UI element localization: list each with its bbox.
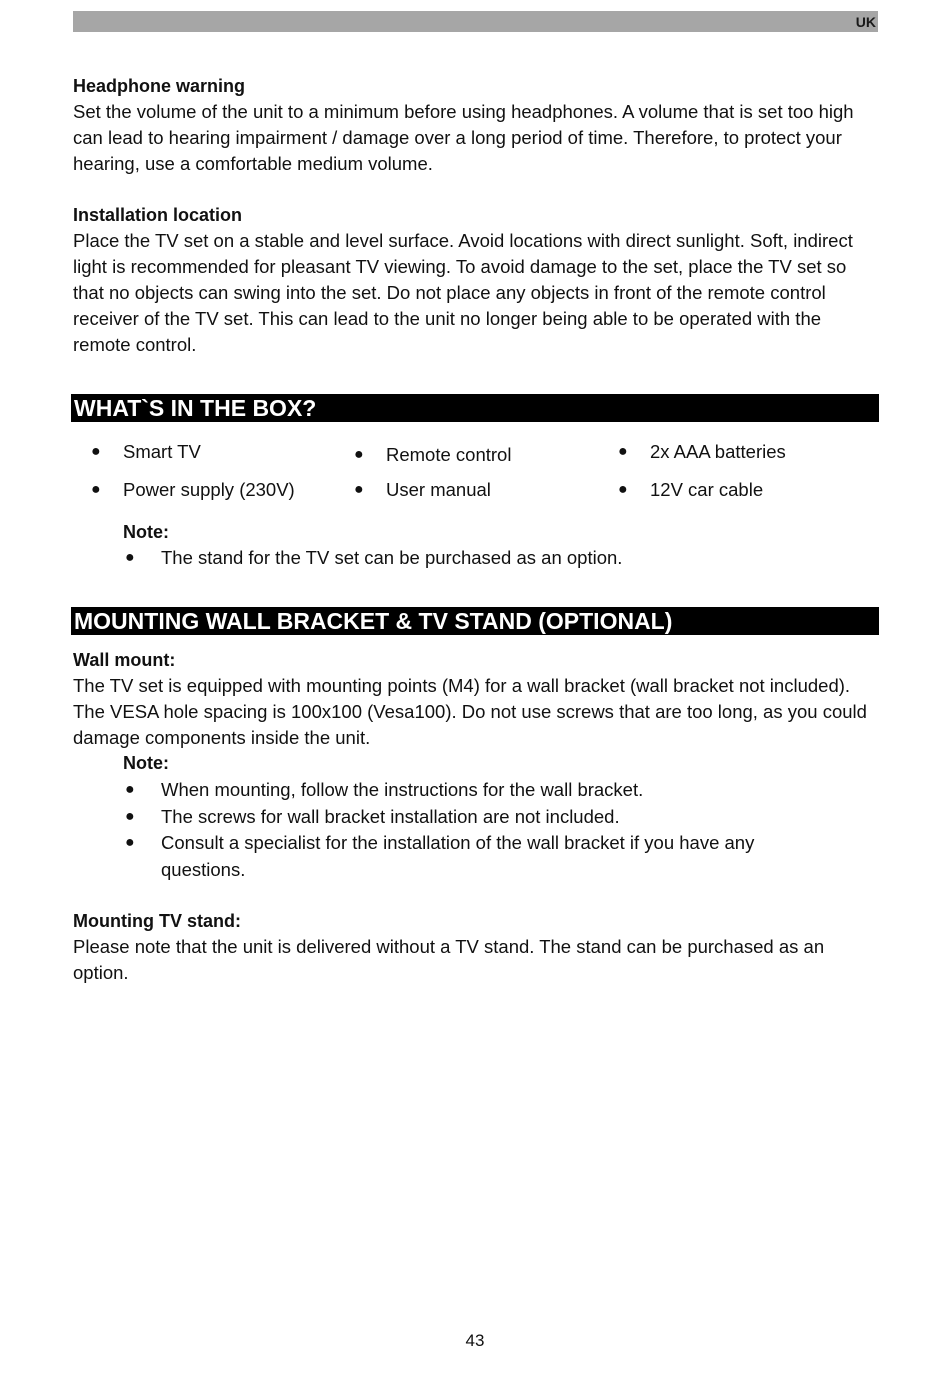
list-item: ● The screws for wall bracket installation are not included.: [123, 804, 823, 831]
wall-mount-title: Wall mount:: [73, 650, 176, 670]
bullet-icon: ●: [91, 481, 101, 498]
bullet-icon: ●: [618, 443, 628, 460]
bullet-icon: ●: [125, 807, 135, 825]
wall-mount-body: The TV set is equipped with mounting points (M4) for a wall bracket (wall bracket not included). The VESA hole spacing is 100x100 (Vesa100). Do not use screws that are too long, as you could damage components inside the unit.: [73, 675, 867, 748]
list-item: ● The stand for the TV set can be purchased as an option.: [123, 545, 823, 572]
bullet-icon: ●: [354, 481, 364, 498]
list-item: ● When mounting, follow the instructions for the wall bracket.: [123, 777, 823, 804]
headphone-title: Headphone warning: [73, 76, 246, 96]
list-item: ● Consult a specialist for the installation of the wall bracket if you have any questions.: [125, 832, 755, 880]
installation-section: [73, 202, 878, 358]
installation-body: Place the TV set on a stable and level surface. Avoid locations with direct sunlight. Soft, indirect light is recommended for pleasant TV viewing. To avoid damage to the set, place the TV set so that no objects can swing into the set. Do not place any objects in front of the remote control receiver of the TV set. This can lead to the unit no longer being able to be operated with the remote control.: [73, 230, 853, 355]
headphone-section: [73, 73, 878, 177]
installation-title: Installation location: [73, 205, 243, 225]
headphone-body: Set the volume of the unit to a minimum before using headphones. A volume that is set too high can lead to hearing impairment / damage over a long period of time. Therefore, to protect your hearing, use a comfortable medium volume.: [73, 101, 854, 174]
bullet-icon: ●: [91, 443, 101, 460]
box-note-label: Note:: [123, 522, 169, 542]
bullet-icon: ●: [354, 446, 364, 463]
bullet-icon: ●: [125, 781, 135, 798]
box-heading: WHAT`S IN THE BOX?: [71, 394, 879, 422]
bullet-icon: ●: [125, 549, 135, 566]
mounting-notes: [123, 777, 823, 883]
tv-stand-section: [73, 908, 878, 986]
tv-stand-title: Mounting TV stand:: [73, 911, 241, 931]
page-number: 43: [465, 1331, 485, 1350]
bullet-icon: ●: [125, 834, 135, 851]
wall-mount-section: [73, 647, 878, 751]
mounting-note-label: Note:: [123, 753, 169, 773]
language-code: UK: [855, 14, 876, 30]
mounting-heading: MOUNTING WALL BRACKET & TV STAND (OPTIONAL): [71, 607, 879, 635]
tv-stand-body: Please note that the unit is delivered without a TV stand. The stand can be purchased as an option.: [73, 936, 825, 983]
bullet-icon: ●: [618, 481, 628, 498]
box-notes: [123, 545, 823, 572]
header-bar: [73, 11, 878, 32]
